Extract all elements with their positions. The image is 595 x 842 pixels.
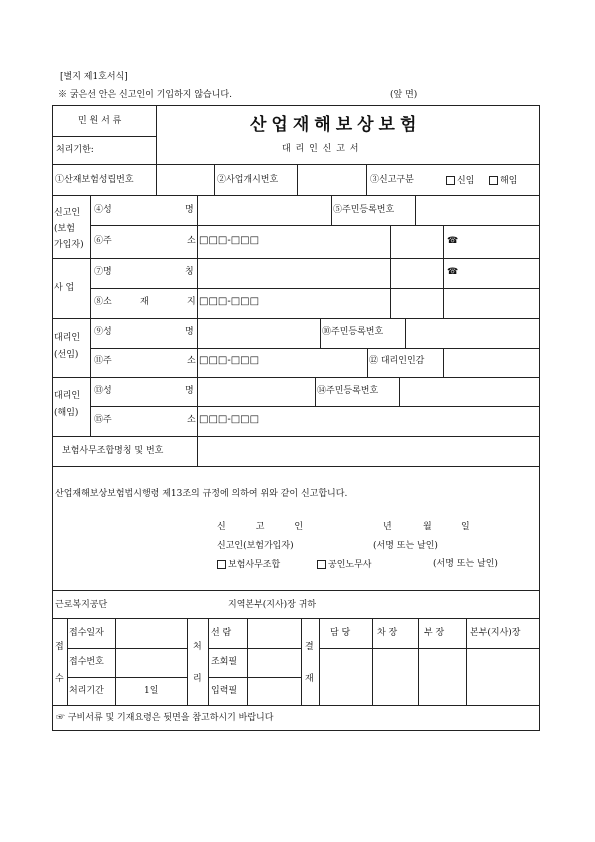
- reporter-address-label: ⑥주: [94, 236, 112, 246]
- approver-role: 차 장: [377, 628, 398, 638]
- agent-new-rrn-label: ⑩주민등록번호: [322, 327, 384, 337]
- option-insurance-union[interactable]: 보험사무조합: [217, 560, 280, 570]
- business-postcode-field[interactable]: □□□-□□□: [199, 296, 260, 307]
- business-start-no-label: ②사업개시번호: [217, 175, 279, 185]
- checkbox-icon[interactable]: [446, 176, 455, 185]
- processing-period-label: 처리기간: [69, 686, 104, 696]
- agent-new-name-label: ⑨성: [94, 327, 112, 337]
- date-year: 년: [383, 522, 392, 532]
- review-label: 선 람: [211, 628, 232, 638]
- option-labor-attorney[interactable]: 공인노무사: [317, 560, 371, 570]
- business-name-label: ⑦명: [94, 267, 112, 277]
- business-group-label: 사 업: [54, 283, 75, 293]
- agent-new-address-label: ⑪주: [94, 356, 112, 366]
- reporter-group-label: 가입자): [54, 240, 84, 250]
- agent-dismiss-group-label: (해임): [54, 408, 79, 418]
- approver-role: 부 장: [424, 628, 445, 638]
- agent-new-group-label: (선임): [54, 350, 79, 360]
- receipt-date-label: 접수일자: [69, 628, 104, 638]
- business-address-label: ⑧소: [94, 297, 112, 307]
- agent-new-group-label: 대리인: [54, 333, 81, 343]
- date-day: 일: [461, 522, 470, 532]
- checkbox-icon[interactable]: [489, 176, 498, 185]
- date-month: 월: [423, 522, 432, 532]
- business-address-label-mid: 재: [140, 297, 149, 307]
- process-group-label: 처: [193, 642, 202, 652]
- inquiry-label: 조회필: [211, 657, 238, 667]
- approver-role: 담 당: [330, 628, 351, 638]
- agent-new-address-label-end: 소: [187, 356, 196, 366]
- declaration-text: 산업재해보상보험법시행령 제13조의 규정에 의하여 위와 같이 신고합니다.: [55, 489, 348, 499]
- addressee-org: 근로복지공단: [55, 600, 108, 610]
- agent-dismiss-address-label-end: 소: [187, 415, 196, 425]
- approval-group-label: 재: [305, 674, 314, 684]
- agent-seal-label: ⑫ 대리인인감: [369, 356, 425, 366]
- agent-dismiss-postcode-field[interactable]: □□□-□□□: [199, 414, 260, 425]
- reporter-postcode-field[interactable]: □□□-□□□: [199, 235, 260, 246]
- checkbox-icon[interactable]: [217, 560, 226, 569]
- deadline-label: 처리기한:: [56, 145, 94, 155]
- input-label: 입력필: [211, 686, 238, 696]
- option-appoint[interactable]: 신임: [446, 176, 474, 186]
- processing-period-value: 1일: [144, 686, 159, 696]
- form-subtitle: 대 리 인 신 고 서: [282, 144, 360, 154]
- agent-dismiss-name-label-end: 명: [185, 386, 194, 396]
- reporter-group-label: (보험: [54, 224, 75, 234]
- form-number: [별지 제1호서식]: [60, 72, 128, 82]
- doc-type-label: 민 원 서 류: [78, 116, 122, 126]
- reporter-rrn-label: ⑤주민등록번호: [333, 205, 395, 215]
- signature-note: (서명 또는 날인): [373, 541, 438, 551]
- approver-role: 본부(지사)장: [470, 628, 521, 638]
- business-address-label-end: 지: [187, 297, 196, 307]
- receipt-group-label: 접: [55, 642, 64, 652]
- agent-new-name-label-end: 명: [185, 327, 194, 337]
- phone-icon: ☎: [447, 267, 459, 277]
- addressee-branch: 지역본부(지사)장 귀하: [228, 600, 317, 610]
- reporter-signature-label: 신고인(보험가입자): [217, 541, 294, 551]
- agent-dismiss-name-label: ⑬성: [94, 386, 112, 396]
- agent-new-postcode-field[interactable]: □□□-□□□: [199, 355, 260, 366]
- option-dismiss[interactable]: 해임: [489, 176, 517, 186]
- footer-note: ☞ 구비서류 및 기재요령은 뒷면을 참고하시기 바랍니다: [56, 713, 274, 723]
- report-type-label: ③신고구분: [370, 175, 414, 185]
- signature-note: (서명 또는 날인): [433, 559, 498, 569]
- reporter-address-label-end: 소: [187, 236, 196, 246]
- phone-icon: ☎: [447, 236, 459, 246]
- receipt-group-label: 수: [55, 674, 64, 684]
- receipt-no-label: 접수번호: [69, 657, 104, 667]
- page-side: (앞 면): [390, 90, 418, 100]
- reporter-name-label: ④성: [94, 205, 112, 215]
- reporter-group-label: 신고인: [54, 208, 81, 218]
- header-note: ※ 굵은선 안은 신고인이 기입하지 않습니다.: [58, 90, 232, 100]
- approval-group-label: 결: [305, 642, 314, 652]
- insurance-no-label: ①산재보험성립번호: [55, 175, 134, 185]
- date-line: 신 고 인: [217, 522, 304, 532]
- checkbox-icon[interactable]: [317, 560, 326, 569]
- business-name-label-end: 칭: [185, 267, 194, 277]
- insurance-union-label: 보험사무조합명칭 및 번호: [62, 446, 164, 456]
- agent-dismiss-group-label: 대리인: [54, 391, 81, 401]
- agent-dismiss-rrn-label: ⑭주민등록번호: [317, 386, 379, 396]
- reporter-name-label-end: 명: [185, 205, 194, 215]
- process-group-label: 리: [193, 674, 202, 684]
- agent-dismiss-address-label: ⑮주: [94, 415, 112, 425]
- form-title: 산업재해보상보험: [250, 115, 422, 135]
